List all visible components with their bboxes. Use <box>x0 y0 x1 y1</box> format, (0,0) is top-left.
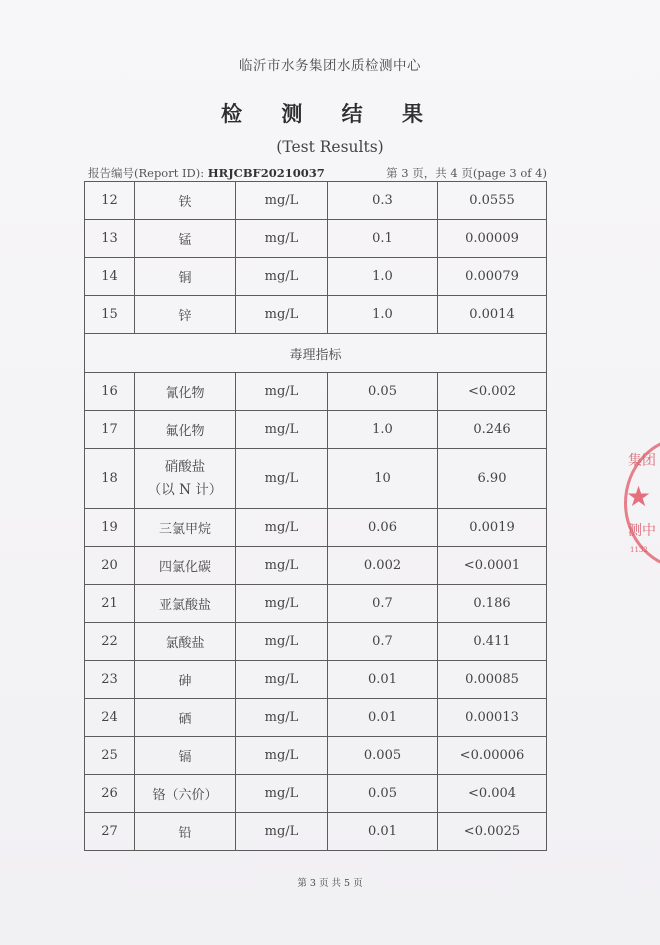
limit-cell: 0.01 <box>328 699 438 737</box>
unit-cell: mg/L <box>236 813 328 851</box>
unit-cell: mg/L <box>236 699 328 737</box>
star-icon: ★ <box>626 480 652 513</box>
item-name-cell: 锰 <box>135 220 236 258</box>
item-name-cell: 锌 <box>135 296 236 334</box>
item-name-cell: 氟化物 <box>135 411 236 449</box>
results-group-a <box>85 182 547 334</box>
item-name-cell: 亚氯酸盐 <box>135 585 236 623</box>
result-cell: 0.0555 <box>438 182 547 220</box>
item-name-cell: 硒 <box>135 699 236 737</box>
page-footer: 第 3 页 共 5 页 <box>297 878 363 889</box>
section-row-group <box>85 334 547 373</box>
item-name-cell: 三氯甲烷 <box>135 509 236 547</box>
table-row <box>85 509 547 547</box>
unit-cell: mg/L <box>236 737 328 775</box>
report-id <box>88 165 325 181</box>
result-cell: 0.00085 <box>438 661 547 699</box>
limit-cell: 0.05 <box>328 373 438 411</box>
unit-cell: mg/L <box>236 449 328 509</box>
report-id-value: HRJCBF20210037 <box>207 166 325 180</box>
unit-cell: mg/L <box>236 775 328 813</box>
unit-cell: mg/L <box>236 547 328 585</box>
item-name-cell: 铁 <box>135 182 236 220</box>
limit-cell: 0.7 <box>328 623 438 661</box>
result-cell: 0.0019 <box>438 509 547 547</box>
row-number-cell: 27 <box>85 813 135 851</box>
item-name-cell: 砷 <box>135 661 236 699</box>
item-name-cell: 铅 <box>135 813 236 851</box>
table-row <box>85 737 547 775</box>
unit-cell: mg/L <box>236 411 328 449</box>
unit-cell: mg/L <box>236 661 328 699</box>
table-row <box>85 699 547 737</box>
item-name-cell: 铬（六价） <box>135 775 236 813</box>
item-name-cell: 四氯化碳 <box>135 547 236 585</box>
result-cell: 6.90 <box>438 449 547 509</box>
result-cell: <0.004 <box>438 775 547 813</box>
section-label: 毒理指标 <box>85 334 547 373</box>
item-name-cell: 铜 <box>135 258 236 296</box>
item-name-cell: 镉 <box>135 737 236 775</box>
unit-cell: mg/L <box>236 182 328 220</box>
row-number-cell: 23 <box>85 661 135 699</box>
report-id-label: 报告编号(Report ID): <box>88 166 205 180</box>
organization-name: 临沂市水务集团水质检测中心 <box>239 58 421 74</box>
unit-cell: mg/L <box>236 623 328 661</box>
limit-cell: 0.1 <box>328 220 438 258</box>
limit-cell: 0.01 <box>328 661 438 699</box>
result-cell: 0.00009 <box>438 220 547 258</box>
table-row <box>85 775 547 813</box>
unit-cell: mg/L <box>236 509 328 547</box>
result-cell: <0.0025 <box>438 813 547 851</box>
item-name-cell <box>135 449 236 509</box>
results-table <box>84 181 547 851</box>
unit-cell: mg/L <box>236 296 328 334</box>
table-row <box>85 411 547 449</box>
result-cell: <0.002 <box>438 373 547 411</box>
results-group-b <box>85 373 547 851</box>
table-row <box>85 813 547 851</box>
unit-cell: mg/L <box>236 373 328 411</box>
result-cell: 0.186 <box>438 585 547 623</box>
table-row <box>85 220 547 258</box>
row-number-cell: 25 <box>85 737 135 775</box>
row-number-cell: 17 <box>85 411 135 449</box>
unit-cell: mg/L <box>236 258 328 296</box>
row-number-cell: 18 <box>85 449 135 509</box>
official-seal <box>616 432 660 572</box>
row-number-cell: 20 <box>85 547 135 585</box>
result-cell: 0.411 <box>438 623 547 661</box>
row-number-cell: 19 <box>85 509 135 547</box>
limit-cell: 1.0 <box>328 296 438 334</box>
table-row <box>85 296 547 334</box>
limit-cell: 1.0 <box>328 258 438 296</box>
result-cell: 0.246 <box>438 411 547 449</box>
limit-cell: 1.0 <box>328 411 438 449</box>
row-number-cell: 22 <box>85 623 135 661</box>
page-info: 第 3 页，共 4 页(page 3 of 4) <box>386 166 547 180</box>
table-row <box>85 449 547 509</box>
table-row <box>85 258 547 296</box>
page-subtitle: (Test Results) <box>276 138 384 156</box>
page-title: 检 测 结 果 <box>221 101 439 126</box>
result-cell: <0.00006 <box>438 737 547 775</box>
unit-cell: mg/L <box>236 585 328 623</box>
row-number-cell: 16 <box>85 373 135 411</box>
limit-cell: 0.01 <box>328 813 438 851</box>
row-number-cell: 12 <box>85 182 135 220</box>
section-row <box>85 334 547 373</box>
item-name-cell: 氰化物 <box>135 373 236 411</box>
seal-text-top: 集团 <box>628 453 656 469</box>
table-row <box>85 547 547 585</box>
limit-cell: 0.005 <box>328 737 438 775</box>
table-row <box>85 661 547 699</box>
table-row <box>85 623 547 661</box>
result-cell: 0.0014 <box>438 296 547 334</box>
row-number-cell: 15 <box>85 296 135 334</box>
limit-cell: 0.3 <box>328 182 438 220</box>
result-cell: <0.0001 <box>438 547 547 585</box>
table-row <box>85 585 547 623</box>
row-number-cell: 26 <box>85 775 135 813</box>
seal-text-bottom: 测中 <box>628 523 656 539</box>
table-row <box>85 182 547 220</box>
unit-cell: mg/L <box>236 220 328 258</box>
limit-cell: 0.7 <box>328 585 438 623</box>
limit-cell: 0.002 <box>328 547 438 585</box>
item-name-line: 硝酸盐 <box>164 458 206 475</box>
limit-cell: 0.06 <box>328 509 438 547</box>
limit-cell: 10 <box>328 449 438 509</box>
seal-text-small: 1132 <box>630 546 648 554</box>
table-row <box>85 373 547 411</box>
item-name-qualifier: （以 N 计） <box>147 481 223 498</box>
row-number-cell: 24 <box>85 699 135 737</box>
row-number-cell: 21 <box>85 585 135 623</box>
row-number-cell: 13 <box>85 220 135 258</box>
limit-cell: 0.05 <box>328 775 438 813</box>
item-name-cell: 氯酸盐 <box>135 623 236 661</box>
result-cell: 0.00079 <box>438 258 547 296</box>
result-cell: 0.00013 <box>438 699 547 737</box>
row-number-cell: 14 <box>85 258 135 296</box>
